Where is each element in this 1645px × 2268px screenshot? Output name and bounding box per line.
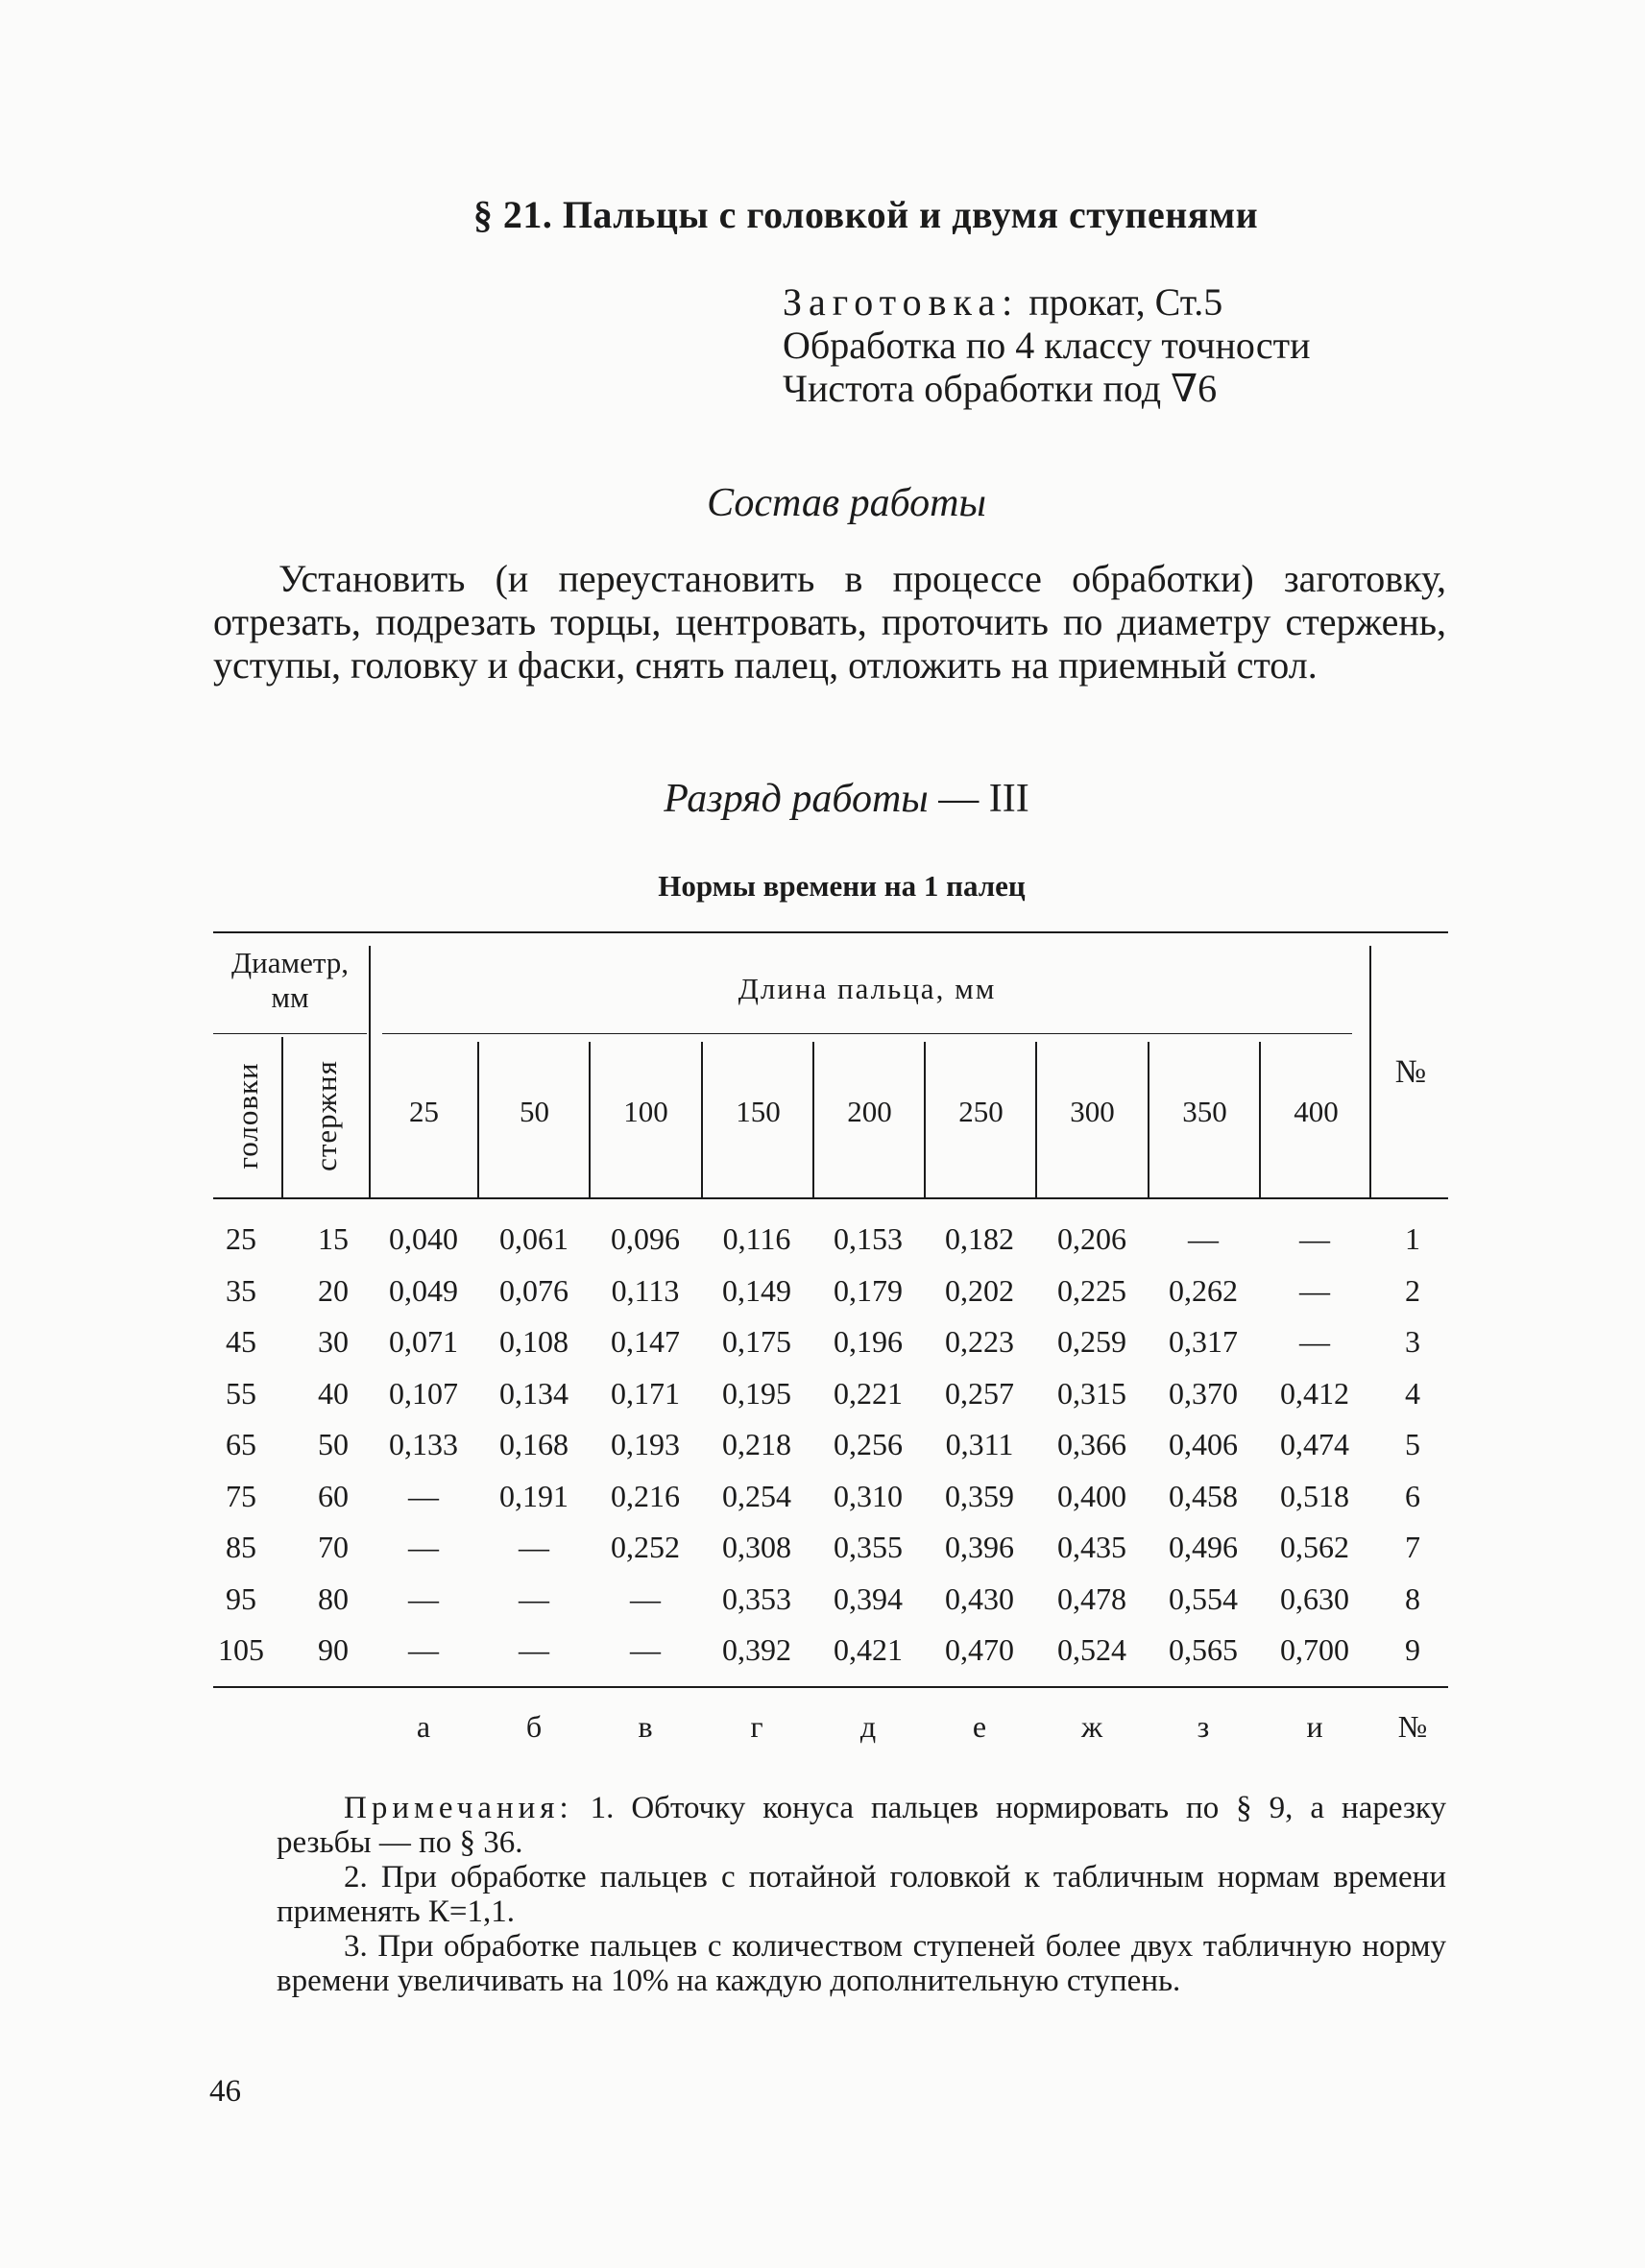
time-cell: 0,315 — [1057, 1375, 1126, 1411]
length-200-header: 200 — [847, 1095, 892, 1128]
time-cell: 0,202 — [945, 1272, 1014, 1308]
time-cell: 0,311 — [945, 1427, 1014, 1461]
column-letter: г — [750, 1709, 763, 1744]
rod-diameter-cell: 20 — [318, 1272, 349, 1308]
time-cell: 0,257 — [945, 1375, 1014, 1411]
time-cell: 0,406 — [1169, 1427, 1238, 1461]
column-letter: а — [416, 1709, 431, 1744]
table-bottom-rule — [213, 1686, 1448, 1688]
row-number-cell: 5 — [1405, 1427, 1420, 1461]
time-cell: 0,195 — [722, 1375, 791, 1411]
blank-specification — [783, 280, 1311, 410]
notes — [277, 1791, 1446, 1998]
row-number-cell: 2 — [1405, 1272, 1420, 1308]
column-letter: в — [638, 1709, 653, 1744]
work-composition-text — [213, 557, 1446, 687]
time-cell: 0,252 — [611, 1530, 680, 1564]
time-cell: 0,412 — [1280, 1375, 1349, 1411]
length-100-header: 100 — [623, 1095, 668, 1128]
time-cell: 0,071 — [389, 1324, 458, 1359]
length-25-header: 25 — [409, 1095, 439, 1128]
vline-diameter — [369, 946, 371, 1197]
time-cell: — — [408, 1632, 439, 1667]
time-cell: — — [408, 1580, 439, 1616]
letters-number-sign: № — [1397, 1709, 1428, 1744]
time-cell: 0,153 — [834, 1221, 903, 1256]
time-cell: 0,435 — [1057, 1530, 1126, 1564]
section-title: § 21. Пальцы с головкой и двумя ступенями — [472, 193, 1259, 236]
time-cell: 0,134 — [499, 1375, 568, 1411]
time-cell: 0,430 — [945, 1580, 1014, 1616]
time-cell: 0,630 — [1280, 1580, 1349, 1616]
time-cell: 0,171 — [611, 1375, 680, 1411]
rod-diameter-cell: 30 — [318, 1324, 349, 1359]
rod-diameter-cell: 15 — [318, 1221, 349, 1256]
time-cell: 0,259 — [1057, 1324, 1126, 1359]
time-cell: — — [630, 1580, 661, 1616]
column-letter: и — [1306, 1709, 1323, 1744]
head-diameter-cell: 105 — [218, 1632, 264, 1667]
time-cell: — — [1299, 1324, 1330, 1359]
rod-diameter-cell: 70 — [318, 1530, 349, 1564]
work-paragraph: Установить (и переустановить в процессе обработки) заготовку, отрезать, подрезать торцы, центровать, проточить по диаметру стержень, уступы, головку и фаски, снять палец, отложить на приемный стол. — [213, 557, 1446, 687]
rod-diameter-cell: 60 — [318, 1478, 349, 1513]
notes-label: Примечания: — [344, 1791, 573, 1825]
vline-number — [1369, 946, 1371, 1197]
grade-value: III — [988, 777, 1029, 821]
column-letter: д — [859, 1709, 877, 1744]
time-cell: 0,458 — [1169, 1478, 1238, 1513]
time-cell: 0,310 — [834, 1478, 903, 1513]
note-1 — [277, 1791, 1446, 1860]
time-cell: — — [408, 1478, 439, 1513]
length-350-header: 350 — [1182, 1095, 1227, 1128]
length-sub-rule — [382, 1033, 1352, 1034]
row-number-cell: 8 — [1405, 1580, 1420, 1616]
time-cell: 0,133 — [389, 1427, 458, 1461]
note-1-text: 1. Обточку конуса пальцев нормировать по § 9, а нарезку резьбы — по § 36. — [277, 1791, 1446, 1860]
time-cell: 0,168 — [499, 1427, 568, 1461]
time-cell: 0,359 — [945, 1478, 1014, 1513]
finish-line: Чистота обработки под ∇6 — [783, 367, 1218, 410]
time-cell: 0,182 — [945, 1221, 1014, 1256]
time-cell: 0,223 — [945, 1324, 1014, 1359]
column-letter: е — [972, 1709, 987, 1744]
head-diameter-cell: 55 — [226, 1375, 256, 1411]
rod-diameter-cell: 50 — [318, 1427, 349, 1461]
table-top-rule — [213, 931, 1448, 933]
time-cell: 0,216 — [611, 1478, 680, 1513]
time-cell: 0,061 — [499, 1221, 568, 1256]
time-cell: — — [630, 1632, 661, 1667]
time-cell: 0,421 — [834, 1632, 903, 1667]
time-cell: 0,107 — [389, 1375, 458, 1411]
table-header-rule — [213, 1197, 1448, 1199]
length-150-header: 150 — [736, 1095, 781, 1128]
length-50-header: 50 — [520, 1095, 549, 1128]
head-diameter-cell: 65 — [226, 1427, 256, 1461]
time-cell: 0,225 — [1057, 1272, 1126, 1308]
note-2: 2. При обработке пальцев с потайной головкой к табличным нормам времени применять К=1,1. — [277, 1860, 1446, 1929]
time-cell: 0,496 — [1169, 1530, 1238, 1564]
rod-diameter-cell: 90 — [318, 1632, 349, 1667]
time-cell: 0,308 — [722, 1530, 791, 1564]
length-250-header: 250 — [958, 1095, 1004, 1128]
time-cell: 0,096 — [611, 1221, 680, 1256]
rod-diameter-cell: 40 — [318, 1375, 349, 1411]
table-caption: Нормы времени на 1 палец — [658, 869, 1026, 903]
time-cell: — — [519, 1632, 549, 1667]
time-cell: 0,116 — [722, 1221, 791, 1256]
time-cell: 0,396 — [945, 1530, 1014, 1564]
length-300-header: 300 — [1070, 1095, 1115, 1128]
time-cell: 0,262 — [1169, 1272, 1238, 1308]
time-cell: 0,474 — [1280, 1427, 1349, 1461]
blank-label: Заготовка: — [783, 280, 1020, 324]
time-cell: 0,254 — [722, 1478, 791, 1513]
row-number-cell: 6 — [1405, 1478, 1420, 1513]
time-cell: — — [1188, 1221, 1219, 1256]
time-cell: 0,518 — [1280, 1478, 1349, 1513]
time-cell: — — [408, 1530, 439, 1564]
time-cell: 0,370 — [1169, 1375, 1238, 1411]
column-letter: б — [525, 1709, 543, 1744]
head-diameter-cell: 45 — [226, 1324, 256, 1359]
row-number-cell: 3 — [1405, 1324, 1420, 1359]
blank-material-line — [783, 280, 1311, 324]
number-header: № — [1394, 1054, 1427, 1090]
time-cell: — — [519, 1530, 549, 1564]
time-cell: 0,700 — [1280, 1632, 1349, 1667]
time-cell: 0,113 — [611, 1272, 680, 1308]
time-cell: 0,191 — [499, 1478, 568, 1513]
time-cell: 0,353 — [722, 1580, 791, 1616]
time-cell: 0,049 — [389, 1272, 458, 1308]
accuracy-line: Обработка по 4 классу точности — [783, 324, 1311, 367]
time-cell: 0,040 — [389, 1221, 458, 1256]
work-grade — [0, 776, 1645, 822]
grade-label: Разряд работы — [664, 777, 929, 821]
row-number-cell: 1 — [1405, 1221, 1420, 1256]
time-cell: 0,179 — [834, 1272, 903, 1308]
row-number-cell: 7 — [1405, 1530, 1420, 1564]
row-number-cell: 9 — [1405, 1632, 1420, 1667]
time-cell: 0,317 — [1169, 1324, 1238, 1359]
work-composition-heading: Состав работы — [707, 481, 986, 525]
column-letter: з — [1197, 1709, 1210, 1744]
time-cell: 0,221 — [834, 1375, 903, 1411]
diameter-header: Диаметр, мм — [230, 946, 350, 1014]
head-diameter-header: головки — [230, 1062, 264, 1170]
time-cell: 0,524 — [1057, 1632, 1126, 1667]
time-cell: 0,366 — [1057, 1427, 1126, 1461]
time-cell: 0,470 — [945, 1632, 1014, 1667]
time-cell: 0,149 — [722, 1272, 791, 1308]
time-cell: 0,394 — [834, 1580, 903, 1616]
time-cell: 0,193 — [611, 1427, 680, 1461]
rod-diameter-cell: 80 — [318, 1580, 349, 1616]
column-letter: ж — [1080, 1709, 1103, 1744]
head-diameter-cell: 25 — [226, 1221, 256, 1256]
rod-diameter-header: стержня — [309, 1060, 343, 1171]
head-diameter-cell: 95 — [226, 1580, 256, 1616]
length-400-header: 400 — [1294, 1095, 1339, 1128]
time-cell: 0,554 — [1169, 1580, 1238, 1616]
time-cell: 0,206 — [1057, 1221, 1126, 1256]
time-cell: 0,565 — [1169, 1632, 1238, 1667]
time-cell: 0,355 — [834, 1530, 903, 1564]
length-header: Длина пальца, мм — [738, 972, 997, 1005]
time-cell: 0,256 — [834, 1427, 903, 1461]
time-cell: 0,478 — [1057, 1580, 1126, 1616]
grade-dash: — — [928, 777, 989, 821]
head-diameter-cell: 85 — [226, 1530, 256, 1564]
time-cell: 0,392 — [722, 1632, 791, 1667]
time-cell: 0,147 — [611, 1324, 680, 1359]
time-cell: 0,175 — [722, 1324, 791, 1359]
vline-head-rod — [281, 1037, 283, 1197]
time-cell: 0,108 — [499, 1324, 568, 1359]
diameter-sub-rule — [213, 1033, 367, 1034]
time-cell: 0,562 — [1280, 1530, 1349, 1564]
blank-value: прокат, Ст.5 — [1019, 280, 1223, 324]
time-cell: 0,218 — [722, 1427, 791, 1461]
page-number: 46 — [209, 2074, 241, 2109]
note-3: 3. При обработке пальцев с количеством ступеней более двух табличную норму времени увеличивать на 10% на каждую дополнительную ступень. — [277, 1929, 1446, 1998]
head-diameter-cell: 35 — [226, 1272, 256, 1308]
time-cell: — — [1299, 1221, 1330, 1256]
time-cell: — — [519, 1580, 549, 1616]
time-cell: 0,196 — [834, 1324, 903, 1359]
time-cell: 0,400 — [1057, 1478, 1126, 1513]
row-number-cell: 4 — [1405, 1375, 1420, 1411]
time-cell: — — [1299, 1272, 1330, 1308]
time-cell: 0,076 — [499, 1272, 568, 1308]
head-diameter-cell: 75 — [226, 1478, 256, 1513]
